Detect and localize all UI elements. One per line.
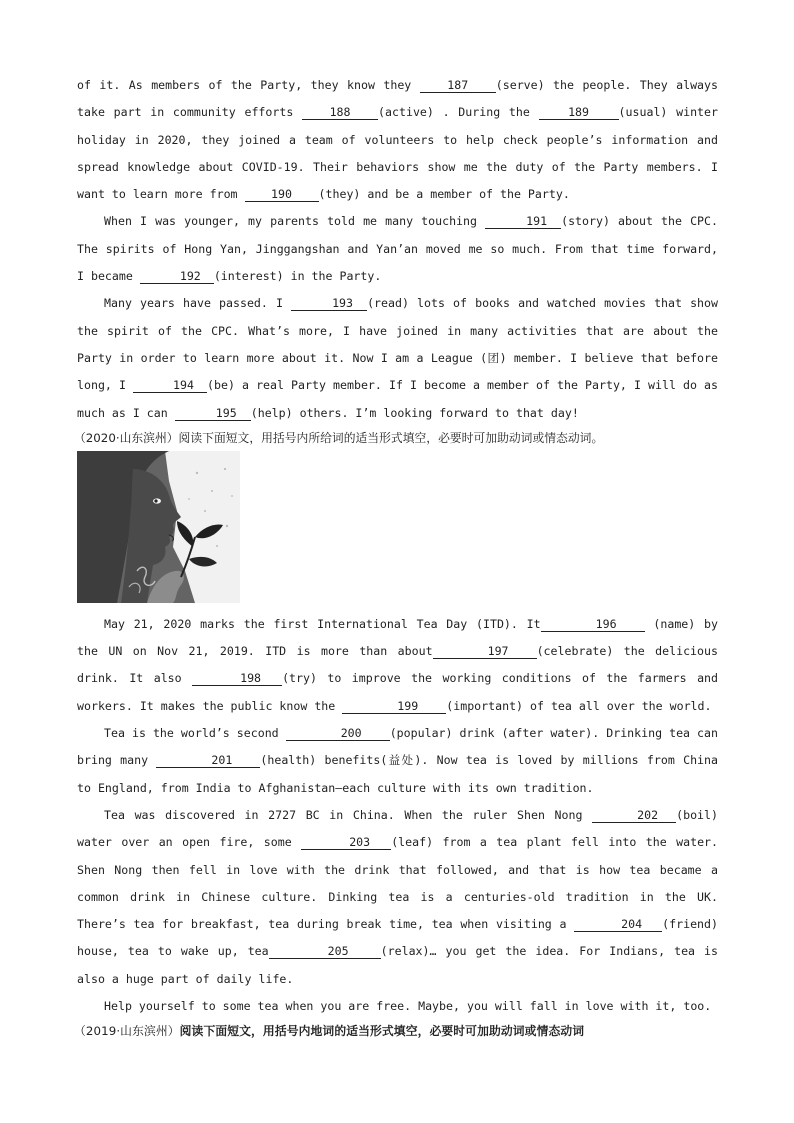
blank-191[interactable]: 191 xyxy=(485,214,561,229)
passage2-paragraph3: Tea was discovered in 2727 BC in China. When the ruler Shen Nong 202 (boil) water over an open fire, some 203 (leaf) from a tea plant fell into the water. Shen Nong then fell in love with the drink that followed, and that is how tea became a common drink in Chinese culture. Dinking tea is a centuries-old tradition in the UK. There’s tea for breakfast, tea during break time, tea when visiting a 204 (friend) house, tea to wake up, tea 205 (relax)… you get the idea. For Indians, tea is also a huge part of daily life. xyxy=(77,807,719,986)
blank-189[interactable]: 189 xyxy=(539,105,619,120)
passage2-paragraph1: May 21, 2020 marks the first International Tea Day (ITD). It 196 (name) by the UN on Nov 21, 2019. ITD is more than about 197 (celebrate) the delicious drink. It also 198 (try) to improve the working conditions of the farmers and workers. It makes the public know the 199 (important) of tea all over the world. xyxy=(77,616,719,713)
passage1-paragraph3: Many years have passed. I 193 (read) lots of books and watched movies that show the spirit of the CPC. What’s more, I have joined in many activities that are about the Party in order to learn more about it. Now I am a League (团) member. I believe that before long, I 194 (be) a real Party member. If I become a member of the Party, I will do as much as I can 195 (help) others. I’m looking forward to that day! xyxy=(77,296,719,420)
section-heading-2019: （2019·山东滨州）阅读下面短文，用括号内地词的适当形式填空，必要时可加助动词或情态动词 xyxy=(74,1024,585,1039)
blank-200[interactable]: 200 xyxy=(286,726,390,741)
blank-190[interactable]: 190 xyxy=(245,187,319,202)
blank-196[interactable]: 196 xyxy=(541,617,645,632)
blank-199[interactable]: 199 xyxy=(342,699,446,714)
blank-193[interactable]: 193 xyxy=(291,296,367,311)
blank-194[interactable]: 194 xyxy=(133,378,207,393)
passage1-paragraph2: When I was younger, my parents told me many touching 191 (story) about the CPC. The spirits of Hong Yan, Jinggangshan and Yan’an moved me so much. From that time forward, I became 192 (interest) in the Party. xyxy=(77,214,718,284)
blank-205[interactable]: 205 xyxy=(269,944,381,959)
blank-204[interactable]: 204 xyxy=(574,917,662,932)
blank-203[interactable]: 203 xyxy=(301,835,391,850)
blank-195[interactable]: 195 xyxy=(175,406,251,421)
blank-198[interactable]: 198 xyxy=(192,671,282,686)
blank-197[interactable]: 197 xyxy=(433,644,537,659)
passage2-paragraph4: Help yourself to some tea when you are free. Maybe, you will fall in love with it, too. xyxy=(104,999,712,1014)
blank-187[interactable]: 187 xyxy=(420,78,496,93)
passage2-paragraph2: Tea is the world’s second 200 (popular) drink (after water). Drinking tea can bring many 201 (health) benefits(益处). Now tea is loved by millions from China to England, from India to Afghanistan—each culture with its own tradition. xyxy=(77,726,718,795)
section-heading-2020: （2020·山东滨州）阅读下面短文，用括号内所给词的适当形式填空，必要时可加助动词或情态动词。 xyxy=(74,430,604,445)
blank-201[interactable]: 201 xyxy=(156,753,260,768)
document-page xyxy=(74,72,719,1042)
tea-illustration-graphic xyxy=(77,451,240,603)
blank-192[interactable]: 192 xyxy=(140,269,214,284)
passage1-paragraph1: of it. As members of the Party, they know they 187 (serve) the people. They always take part in community efforts 188 (active) . During the 189 (usual) winter holiday in 2020, they joined a team of volunteers to help check people’s information and spread knowledge about COVID-19. Their behaviors show me the duty of the Party members. I want to learn more from 190 (they) and be a member of the Party. xyxy=(77,78,719,202)
blank-188[interactable]: 188 xyxy=(302,105,378,120)
blank-202[interactable]: 202 xyxy=(592,808,676,823)
tea-illustration xyxy=(77,451,240,603)
